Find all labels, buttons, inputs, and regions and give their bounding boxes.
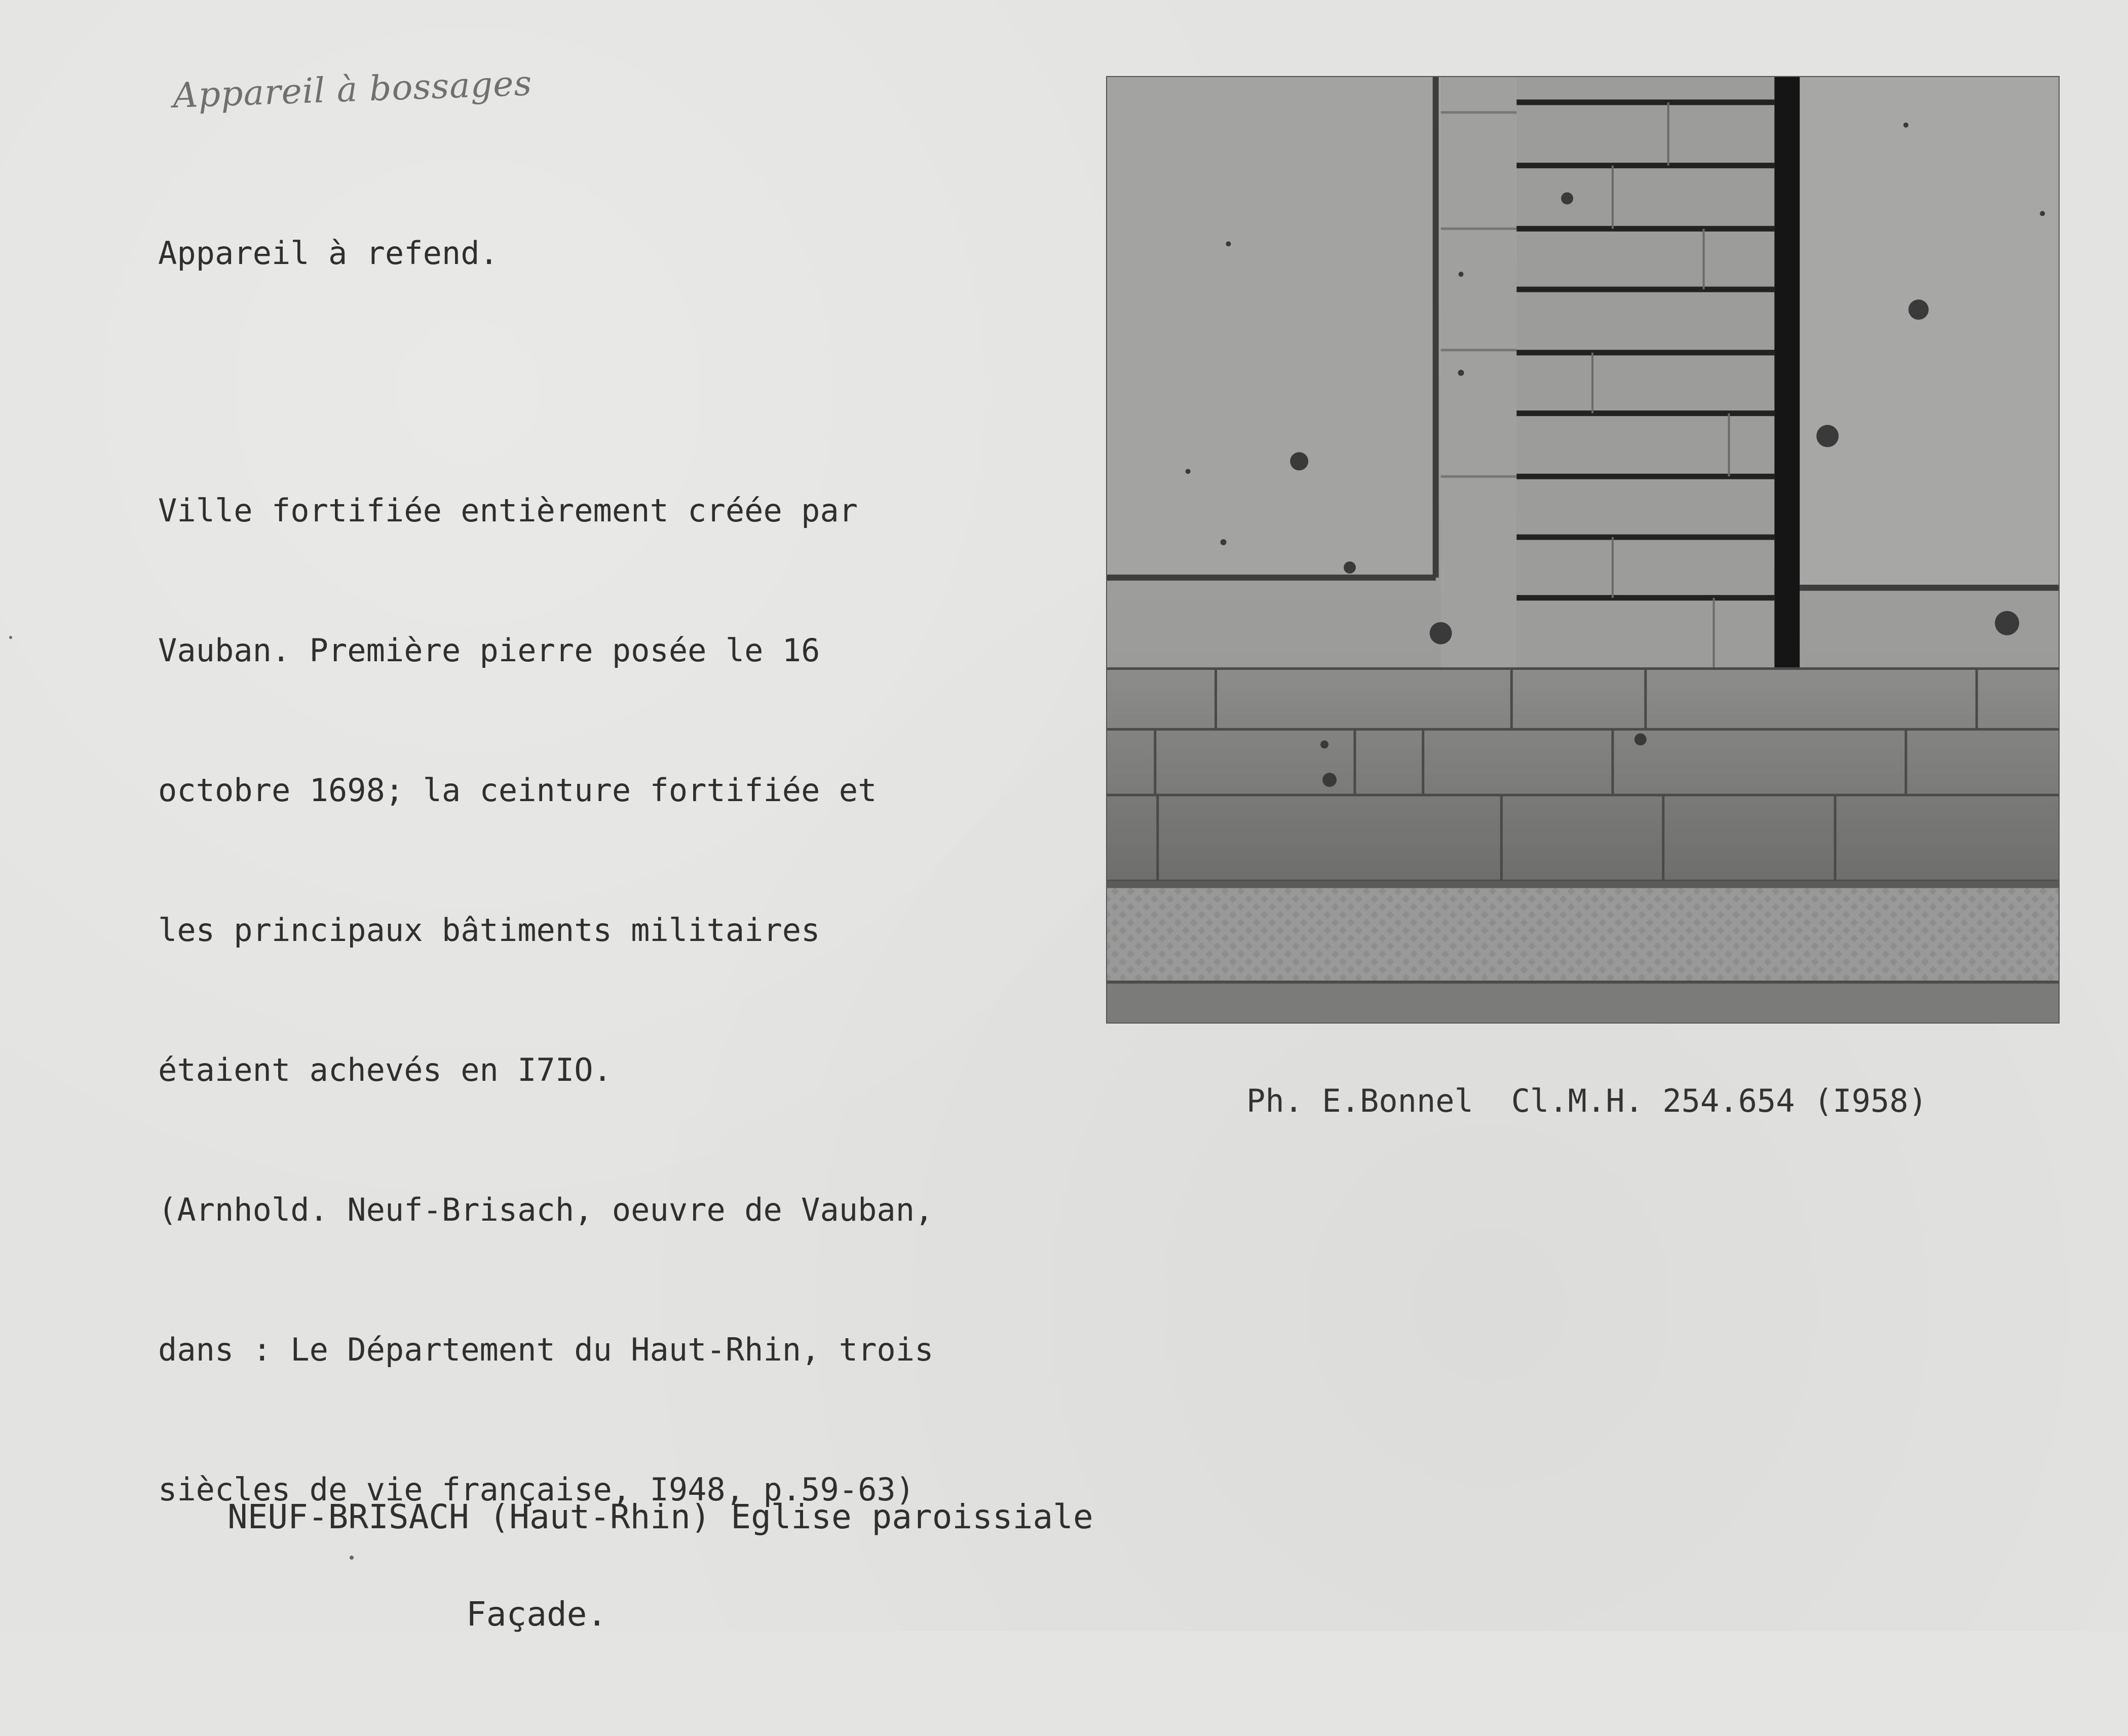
paragraph-line: siècles de vie française, I948, p.59-63)	[158, 1471, 915, 1508]
blank-line	[158, 370, 933, 394]
curb	[1107, 982, 2059, 1023]
card-title-block	[147, 1444, 1093, 1736]
paragraph-line: étaient achevés en I7IO.	[158, 1051, 612, 1088]
right-panel	[1800, 77, 2059, 588]
paper-speck	[350, 1556, 354, 1560]
facade-photo-svg	[1107, 77, 2059, 1023]
paragraph-line: Ville fortifiée entièrement créée par	[158, 492, 858, 529]
handwritten-note: Appareil à bossages	[172, 63, 533, 116]
pavement	[1107, 881, 2059, 983]
card-title: NEUF-BRISACH (Haut-Rhin) Eglise paroissiale	[227, 1497, 1093, 1536]
facade-photograph	[1106, 76, 2060, 1024]
paragraph-line: (Arnhold. Neuf-Brisach, oeuvre de Vauban,	[158, 1191, 934, 1228]
paragraph-line: dans : Le Département du Haut-Rhin, trois	[158, 1331, 934, 1368]
left-panel	[1107, 77, 1436, 578]
paragraph-line: octobre 1698; la ceinture fortifiée et	[158, 772, 877, 809]
typed-text-block	[158, 137, 933, 1606]
photo-credit: Ph. E.Bonnel Cl.M.H. 254.654 (I958)	[1246, 1082, 1927, 1119]
paragraph-line: Vauban. Première pierre posée le 16	[158, 632, 820, 669]
paper-speck	[9, 636, 12, 639]
paragraph-line: les principaux bâtiments militaires	[158, 912, 820, 949]
ashlar-column	[1441, 77, 1517, 668]
typed-label: Appareil à refend.	[158, 235, 499, 272]
card-subtitle: Façade.	[466, 1595, 607, 1634]
stone-plinth	[1107, 668, 2059, 881]
